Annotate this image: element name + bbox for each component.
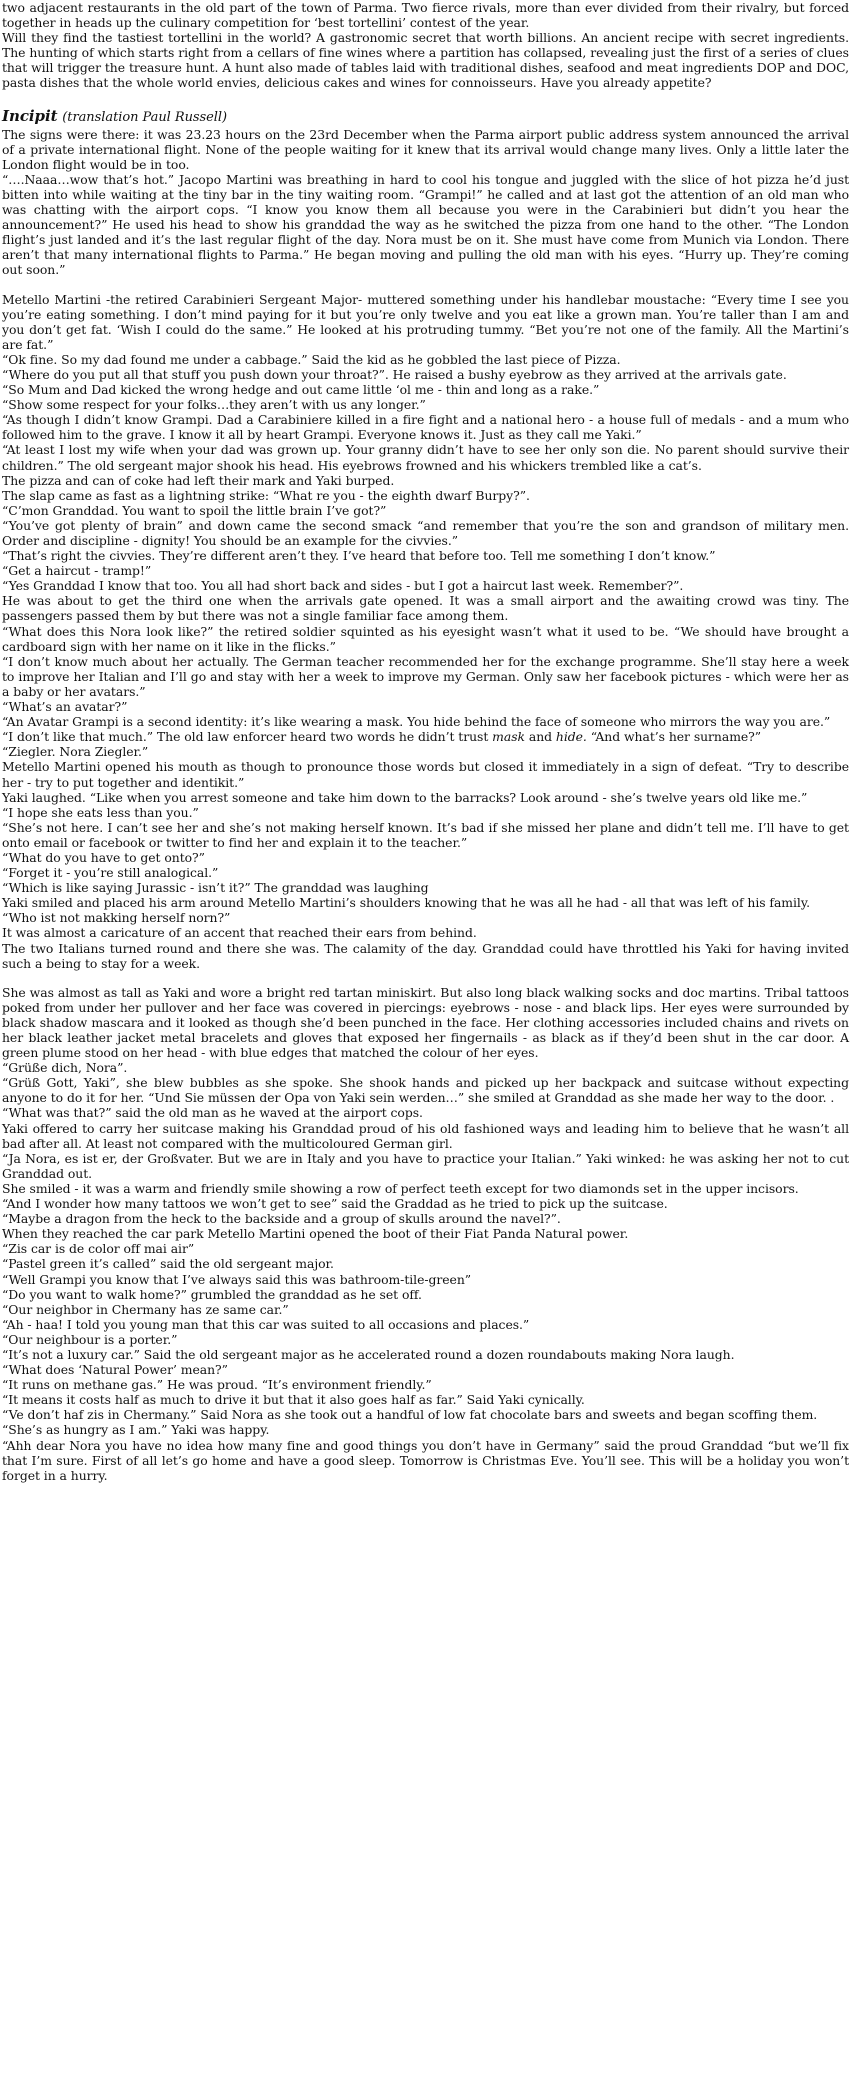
story-paragraph: “Grüß Gott, Yaki”, she blew bubbles as she spoke. She shook hands and picked up her backpack and suitcase without expecting anyone to do it for her. “Und Sie müssen der Opa von Yaki sein werden…” she smiled at Granddad as she made her way to the door. . xyxy=(2,1075,849,1106)
story-paragraph: “Maybe a dragon from the heck to the backside and a group of skulls around the navel?”. xyxy=(2,1211,561,1227)
story-paragraph: “Forget it - you’re still analogical.” xyxy=(2,865,219,881)
story-paragraph: “What do you have to get onto?” xyxy=(2,849,205,865)
story-paragraph: “Show some respect for your folks…they aren’t with us any longer.” xyxy=(2,397,426,413)
intro-paragraph: two adjacent restaurants in the old part of the town of Parma. Two fierce rivals, more than ever divided from their rivalry, but forced together in heads up the culinary competition for ‘best tortellini’ contest of the year. xyxy=(2,0,849,31)
story-paragraph: “Well Grampi you know that I’ve always said this was bathroom-tile-green” xyxy=(2,1271,472,1287)
story-paragraph: “….Naaa…wow that’s hot.” Jacopo Martini was breathing in hard to cool his tongue and juggled with the slice of hot pizza he’d just bitten into while waiting at the tiny bar in the tiny waiting room. “Grampi!” he called and at last got the attention of an old man who was chatting with the airport cops. “I know you know them all because you were in the Carabinieri but didn’t you hear the announcement?” He used his head to show his granddad the way as he switched the pizza from one hand to the other. “The London flight’s just landed and it’s the last regular flight of the day. Nora must be on it. She must have come from Munich via London. There aren’t that many international flights to Parma.” He began moving and pulling the old man with his eyes. “Hurry up. They’re coming out soon.” xyxy=(2,171,849,278)
story-paragraph: “Ve don’t haf zis in Chermany.” Said Nora as she took out a handful of low fat chocolate bars and sweets and began scoffing them. xyxy=(2,1407,818,1423)
story-paragraph: When they reached the car park Metello Martini opened the boot of their Fiat Panda Natural power. xyxy=(2,1226,629,1242)
story-paragraph: Yaki smiled and placed his arm around Metello Martini’s shoulders knowing that he was all he had - all that was left of his family. xyxy=(2,895,811,911)
story-paragraph: Yaki laughed. “Like when you arrest someone and take him down to the barracks? Look around - she’s twelve years old like me.” xyxy=(2,789,808,805)
story-paragraph: “Ziegler. Nora Ziegler.” xyxy=(2,744,149,760)
story-paragraph: “And I wonder how many tattoos we won’t get to see” said the Graddad as he tried to pick up the suitcase. xyxy=(2,1196,668,1212)
story-paragraph: “I don’t know much about her actually. The German teacher recommended her for the exchange programme. She’ll stay here a week to improve her Italian and I’ll go and stay with her a week to improve my German. Only saw her facebook pictures - which were her as a baby or her avatars.” xyxy=(2,653,849,699)
mask-line-and: and xyxy=(524,729,556,745)
story-paragraph: “What was that?” said the old man as he waved at the airport cops. xyxy=(2,1105,423,1121)
story-paragraph: “What’s an avatar?” xyxy=(2,699,128,715)
paragraph-gap xyxy=(2,91,849,105)
story-paragraph: “Yes Granddad I know that too. You all had short back and sides - but I got a haircut last week. Remember?”. xyxy=(2,578,684,594)
story-paragraph: “Our neighbor in Chermany has ze same car.” xyxy=(2,1301,289,1317)
story-paragraph: She was almost as tall as Yaki and wore a bright red tartan miniskirt. But also long black walking socks and doc martins. Tribal tattoos poked from under her pullover and her face was covered in piercings: eyebrows - nose - and black lips. Her eyes were surrounded by black shadow mascara and it looked as though she’d been punched in the face. Her clothing accessories included chains and rivets on her black leather jacket metal bracelets and gloves that exposed her fingernails - as black as if they’d been shut in the car door. A green plume stood on her head - with blue edges that matched the colour of her eyes. xyxy=(2,984,849,1061)
story-paragraph: “What does this Nora look like?” the retired soldier squinted as his eyesight wasn’t what it used to be. “We should have brought a cardboard sign with her name on it like in the flicks.” xyxy=(2,623,849,654)
story-paragraph: “Which is like saying Jurassic - isn’t it?” The granddad was laughing xyxy=(2,880,429,896)
story-paragraph: “Grüße dich, Nora”. xyxy=(2,1060,128,1076)
story-paragraph: He was about to get the third one when the arrivals gate opened. It was a small airport and the awaiting crowd was tiny. The passengers passed them by but there was not a single familiar face among them. xyxy=(2,593,849,624)
story-paragraph: “What does ‘Natural Power’ mean?” xyxy=(2,1362,228,1378)
story-paragraph: It was almost a caricature of an accent that reached their ears from behind. xyxy=(2,925,477,941)
story-paragraph: Yaki offered to carry her suitcase making his Granddad proud of his old fashioned ways and leading him to believe that he wasn’t all bad after all. At least not compared with the multicoloured German girl. xyxy=(2,1120,849,1151)
story-paragraph: “So Mum and Dad kicked the wrong hedge and out came little ‘ol me - thin and long as a rake.” xyxy=(2,382,600,398)
story-paragraph: The slap came as fast as a lightning strike: “What re you - the eighth dwarf Burpy?”. xyxy=(2,487,530,503)
story-paragraph: “You’ve got plenty of brain” and down came the second smack “and remember that you’re the son and grandson of military men. Order and discipline - dignity! You should be an example for the civvies.” xyxy=(2,517,849,548)
story-paragraph: “Ok fine. So my dad found me under a cabbage.” Said the kid as he gobbled the last piece of Pizza. xyxy=(2,351,621,367)
section-heading xyxy=(2,107,849,127)
story-paragraph: The pizza and can of coke had left their mark and Yaki burped. xyxy=(2,472,395,488)
story-paragraph: “It runs on methane gas.” He was proud. “It’s environment friendly.” xyxy=(2,1377,432,1393)
story-paragraph: “Ah - haa! I told you young man that this car was suited to all occasions and places.” xyxy=(2,1316,530,1332)
story-paragraph: “C’mon Granddad. You want to spoil the little brain I’ve got?” xyxy=(2,502,387,518)
heading-translator: (translation Paul Russell) xyxy=(62,109,228,125)
story-paragraph: The signs were there: it was 23.23 hours on the 23rd December when the Parma airport public address system announced the arrival of a private international flight. None of the people waiting for it knew that its arrival would change many lives. Only a little later the London flight would be in too. xyxy=(2,126,849,172)
paragraph-gap xyxy=(2,971,849,985)
story-paragraph: “Where do you put all that stuff you push down your throat?”. He raised a bushy eyebrow as they arrived at the arrivals gate. xyxy=(2,366,787,382)
story-paragraph: She smiled - it was a warm and friendly smile showing a row of perfect teeth except for two diamonds set in the upper incisors. xyxy=(2,1180,799,1196)
story-paragraph: “Ahh dear Nora you have no idea how many fine and good things you don’t have in Germany” said the proud Granddad “but we’ll fix that I’m sure. First of all let’s go home and have a good sleep. Tomorrow is Christmas Eve. You’ll see. This will be a holiday you won’t forget in a hurry. xyxy=(2,1437,849,1483)
story-paragraph: “She’s not here. I can’t see her and she’s not making herself known. It’s bad if she missed her plane and didn’t tell me. I’ll have to get onto email or facebook or twitter to find her and explain it to the teacher.” xyxy=(2,819,849,850)
story-paragraph: “That’s right the civvies. They’re different aren’t they. I’ve heard that before too. Tell me something I don’t know.” xyxy=(2,548,716,564)
story-paragraph: “It means it costs half as much to drive it but that it also goes half as far.” Said Yaki cynically. xyxy=(2,1392,585,1408)
mask-word: mask xyxy=(492,729,525,745)
story-paragraph: “Pastel green it’s called” said the old sergeant major. xyxy=(2,1256,334,1272)
story-paragraph: “An Avatar Grampi is a second identity: it’s like wearing a mask. You hide behind the face of someone who mirrors the way you are.” xyxy=(2,714,831,730)
story-paragraph: “Who ist not makking herself norn?” xyxy=(2,910,231,926)
hide-word: hide. xyxy=(555,729,587,745)
story-paragraph: “I hope she eats less than you.” xyxy=(2,804,199,820)
story-paragraph: Metello Martini opened his mouth as though to pronounce those words but closed it immediately in a sign of defeat. “Try to describe her - try to put together and identikit.” xyxy=(2,759,849,790)
story-paragraph: “Ja Nora, es ist er, der Großvater. But we are in Italy and you have to practice your Italian.” Yaki winked: he was asking her not to cut Granddad out. xyxy=(2,1150,849,1181)
story-paragraph: “Get a haircut - tramp!” xyxy=(2,563,152,579)
mask-line-after: “And what’s her surname?” xyxy=(586,729,762,745)
story-paragraph: “Our neighbour is a porter.” xyxy=(2,1331,178,1347)
mask-line-before: “I don’t like that much.” The old law enforcer heard two words he didn’t trust xyxy=(2,729,493,745)
story-paragraph: “Zis car is de color off mai air” xyxy=(2,1241,195,1257)
story-paragraph-mask-hide xyxy=(2,729,849,744)
story-paragraph: “She’s as hungry as I am.” Yaki was happy. xyxy=(2,1422,270,1438)
heading-title: Incipit xyxy=(2,106,58,125)
intro-paragraph: Will they find the tastiest tortellini in the world? A gastronomic secret that worth billions. An ancient recipe with secret ingredients. The hunting of which starts right from a cellars of fine wines where a partition has collapsed, revealing just the first of a series of clues that will trigger the treasure hunt. A hunt also made of tables laid with traditional dishes, seafood and meat ingredients DOP and DOC, pasta dishes that the whole world envies, delicious cakes and wines for connoisseurs. Have you already appetite? xyxy=(2,30,849,91)
story-paragraph: Metello Martini -the retired Carabinieri Sergeant Major- muttered something under his handlebar moustache: “Every time I see you you’re eating something. I don’t mind paying for it but you’re only twelve and you eat like a grown man. You’re taller than I am and you don’t get fat. ‘Wish I could do the same.” He looked at his protruding tummy. “Bet you’re not one of the family. All the Martini’s are fat.” xyxy=(2,291,849,352)
paragraph-gap xyxy=(2,278,849,292)
story-paragraph: “As though I didn’t know Grampi. Dad a Carabiniere killed in a fire fight and a national hero - a house full of medals - and a mum who followed him to the grave. I know it all by heart Grampi. Everyone knows it. Just as they call me Yaki.” xyxy=(2,412,849,443)
story-paragraph: The two Italians turned round and there she was. The calamity of the day. Granddad could have throttled his Yaki for having invited such a being to stay for a week. xyxy=(2,940,849,971)
story-paragraph: “Do you want to walk home?” grumbled the granddad as he set off. xyxy=(2,1286,422,1302)
story-paragraph: “It’s not a luxury car.” Said the old sergeant major as he accelerated round a dozen roundabouts making Nora laugh. xyxy=(2,1346,735,1362)
story-paragraph: “At least I lost my wife when your dad was grown up. Your granny didn’t have to see her only son die. No parent should survive their children.” The old sergeant major shook his head. His eyebrows frowned and his whickers trembled like a cat’s. xyxy=(2,442,849,473)
